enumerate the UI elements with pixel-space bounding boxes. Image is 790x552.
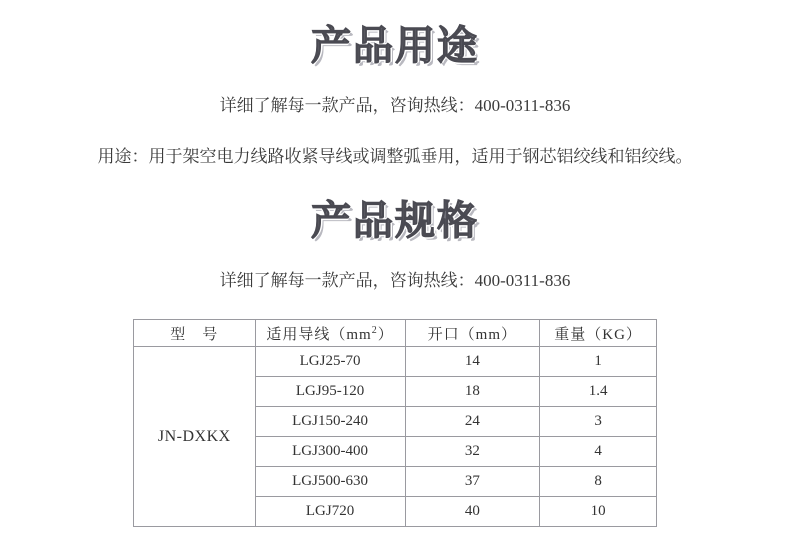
spec-table-head: [134, 320, 657, 347]
column-header-model: 型 号: [134, 320, 256, 347]
cell-wire: LGJ720: [255, 497, 405, 527]
cell-weight: 8: [540, 467, 657, 497]
table-row: [134, 347, 657, 377]
cell-model-value: JN-DXKX: [134, 347, 256, 527]
cell-opening: 14: [405, 347, 540, 377]
cell-weight: 3: [540, 407, 657, 437]
usage-description-text: 用途：用于架空电力线路收紧导线或调整弧垂用，适用于钢芯铝绞线和铝绞线。: [97, 147, 693, 166]
column-header-wire-superscript: 2: [371, 324, 378, 336]
cell-opening: 37: [405, 467, 540, 497]
cell-opening: 40: [405, 497, 540, 527]
cell-weight: 1.4: [540, 377, 657, 407]
cell-wire: LGJ500-630: [255, 467, 405, 497]
cell-opening: 18: [405, 377, 540, 407]
usage-hotline-text: 详细了解每一款产品，咨询热线：400-0311-836: [219, 96, 571, 115]
cell-weight: 4: [540, 437, 657, 467]
column-header-opening: 开口（mm）: [405, 320, 540, 347]
cell-opening: 24: [405, 407, 540, 437]
cell-wire: LGJ300-400: [255, 437, 405, 467]
spec-table-body: [134, 347, 657, 527]
cell-weight: 1: [540, 347, 657, 377]
column-header-weight: 重量（KG）: [540, 320, 657, 347]
spec-section-heading: 产品规格: [311, 198, 479, 244]
cell-wire: LGJ95-120: [255, 377, 405, 407]
column-header-wire-label: 适用导线（mm: [266, 326, 372, 343]
cell-opening: 32: [405, 437, 540, 467]
spec-hotline-text: 详细了解每一款产品，咨询热线：400-0311-836: [219, 271, 571, 290]
spec-table-container: [0, 319, 790, 527]
column-header-wire: [255, 320, 405, 347]
usage-section-heading: 产品用途: [311, 23, 479, 69]
cell-wire: LGJ150-240: [255, 407, 405, 437]
column-header-wire-tail: ）: [377, 326, 394, 343]
cell-weight: 10: [540, 497, 657, 527]
cell-wire: LGJ25-70: [255, 347, 405, 377]
table-header-row: [134, 320, 657, 347]
spec-table: [133, 319, 657, 527]
